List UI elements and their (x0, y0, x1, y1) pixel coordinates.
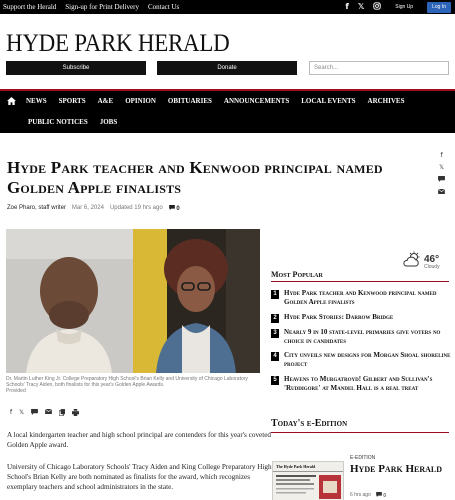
print-icon[interactable] (72, 409, 79, 419)
nav-public-notices[interactable]: PUBLIC NOTICES (28, 118, 88, 126)
popular-title[interactable]: City unveils new designs for Morgan Shoal shoreline project (284, 351, 451, 368)
site-logo[interactable]: HYDE PARK HERALD (6, 30, 230, 57)
nav-obituaries[interactable]: OBITUARIES (167, 97, 212, 105)
comment-icon (169, 205, 175, 210)
publish-date: Mar 6, 2024 (71, 205, 104, 211)
updated-time: Updated 19 hrs ago (109, 205, 163, 211)
print-delivery-link[interactable]: Sign-up for Print Delivery (65, 3, 139, 11)
article-paragraph-1: A local kindergarten teacher and high school principal are contenders for this year's coveted Golden Apple award. (7, 431, 272, 449)
donate-button[interactable]: Donate (157, 61, 297, 75)
share-row (10, 409, 79, 419)
partly-cloudy-icon (402, 251, 422, 267)
byline (7, 205, 180, 212)
popular-item[interactable] (271, 313, 451, 323)
e-edition-name[interactable]: Hyde Park Herald (350, 463, 443, 475)
nav-jobs[interactable]: JOBS (99, 118, 118, 126)
popular-title[interactable]: Nearly 9 in 10 state-level primaries give voters no choice in candidates (284, 328, 441, 345)
e-edition-meta (350, 492, 386, 499)
email-icon[interactable] (438, 189, 445, 197)
e-edition-label: E-EDITION (350, 455, 376, 461)
popular-rank: 4 (271, 352, 279, 361)
instagram-icon[interactable] (373, 2, 381, 12)
popular-rank: 3 (271, 329, 279, 338)
photo-caption: Dr. Martin Luther King Jr. College Preparatory High School's Brian Kelly and University of Chicago Laboratory Schools' Tracy Aiden, both finalists for this year's Golden Apple Awards. Provided (6, 376, 248, 394)
home-icon[interactable] (2, 97, 20, 105)
support-link[interactable]: Support the Herald (3, 3, 57, 11)
nav-local-events[interactable]: LOCAL EVENTS (301, 97, 356, 105)
popular-item[interactable] (271, 328, 451, 346)
nav-sports[interactable]: SPORTS (58, 97, 86, 105)
facebook-icon[interactable]: f (440, 152, 443, 159)
nav-opinion[interactable]: OPINION (125, 97, 156, 105)
x-icon[interactable]: 𝕏 (357, 2, 365, 11)
comment-icon[interactable] (31, 409, 38, 419)
e-edition-rule (271, 432, 449, 433)
e-edition-cover-title: The Hyde Park Herald (273, 462, 343, 472)
most-popular-rule (271, 281, 449, 282)
e-edition-time: 6 hrs ago (350, 492, 371, 498)
article-photo[interactable] (6, 229, 260, 373)
top-right (345, 1, 451, 13)
log-in-button[interactable]: Log In (427, 2, 451, 13)
author[interactable]: Zoe Pharo, staff writer (7, 205, 66, 211)
email-icon[interactable] (45, 409, 52, 419)
nav-news[interactable]: NEWS (26, 97, 47, 105)
popular-title[interactable]: Heavens to Murgatroyd! Gilbert and Sullivan's 'Ruddigore' at Mandel Hall is a real treat (284, 375, 433, 392)
subscribe-button[interactable]: Subscribe (6, 61, 146, 75)
popular-item[interactable] (271, 289, 451, 307)
nav-announcements[interactable]: ANNOUNCEMENTS (223, 97, 290, 105)
e-edition-cover[interactable] (272, 461, 344, 500)
weather-widget[interactable] (402, 251, 440, 270)
weather-temp: 46° (424, 253, 440, 265)
comment-icon (376, 492, 382, 497)
e-edition-comments[interactable]: 0 (376, 492, 386, 499)
contact-link[interactable]: Contact Us (147, 3, 180, 11)
popular-rank: 2 (271, 314, 279, 323)
e-edition-title: Today's e-Edition (271, 418, 348, 429)
share-rail (438, 152, 445, 197)
weather-desc: Cloudy (424, 264, 440, 270)
comment-count[interactable]: 0 (169, 205, 180, 212)
popular-item[interactable] (271, 351, 451, 369)
popular-item[interactable] (271, 375, 451, 393)
photo-credit: Provided (6, 388, 26, 394)
comment-icon[interactable] (438, 176, 445, 185)
popular-title[interactable]: Hyde Park Stories: Darrow Bridge (284, 313, 394, 321)
popular-title[interactable]: Hyde Park teacher and Kenwood principal named Golden Apple finalists (284, 289, 437, 306)
article-headline: Hyde Park teacher and Kenwood principal named Golden Apple finalists (7, 158, 383, 197)
popular-rank: 5 (271, 376, 279, 385)
main-nav (0, 89, 455, 133)
most-popular-title: Most Popular (271, 270, 323, 279)
facebook-icon[interactable]: f (345, 2, 349, 11)
top-bar (0, 0, 455, 14)
article-paragraph-2: University of Chicago Laboratory Schools' Tracy Aiden and King College Preparatory High School's Brian Kelly are both nominated as finalists for the award, which recognizes exemplary teachers and school administrators in the state. (7, 463, 272, 491)
copy-icon[interactable] (59, 409, 65, 419)
facebook-icon[interactable]: f (10, 409, 13, 416)
popular-rank: 1 (271, 290, 279, 299)
nav-ae[interactable]: A&E (97, 97, 114, 105)
e-edition-card[interactable] (271, 449, 451, 500)
x-icon[interactable]: 𝕏 (19, 409, 24, 416)
sign-up-button[interactable]: Sign Up (395, 3, 414, 10)
search-input[interactable]: Search... (309, 61, 449, 75)
x-icon[interactable]: 𝕏 (439, 164, 444, 171)
nav-row-2 (0, 112, 123, 132)
top-links (0, 3, 179, 11)
nav-archives[interactable]: ARCHIVES (367, 97, 405, 105)
nav-row-1 (0, 91, 410, 111)
